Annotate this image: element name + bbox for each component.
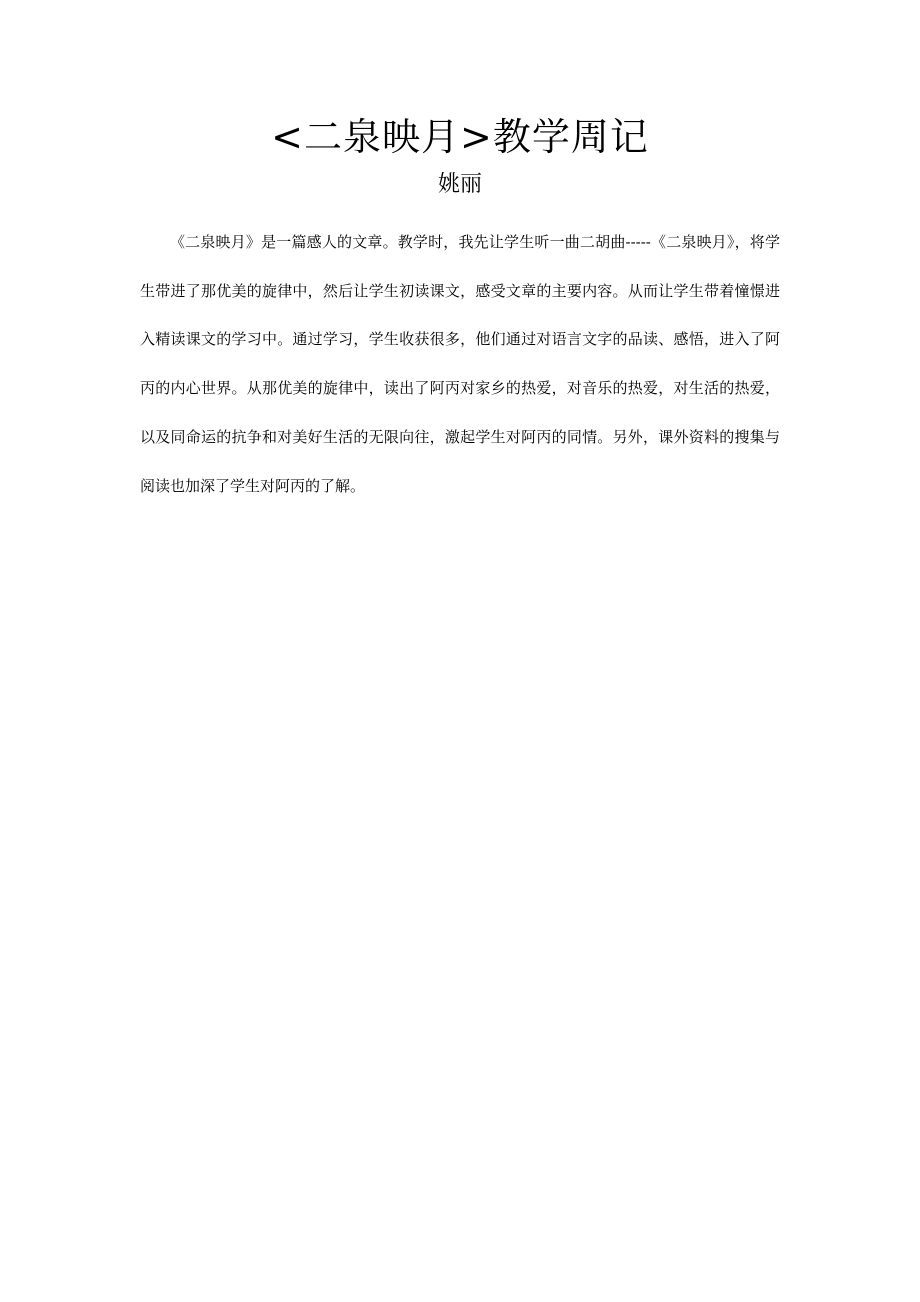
- body-paragraph: 《二泉映月》是一篇感人的文章。教学时，我先让学生听一曲二胡曲-----《二泉映月》，将学生带进了那优美的旋律中，然后让学生初读课文，感受文章的主要内容。从而让学生带着憧憬进入精读课文的学习中。通过学习，学生收获很多，他们通过对语言文字的品读、感悟，进入了阿丙的内心世界。从那优美的旋律中，读出了阿丙对家乡的热爱，对音乐的热爱，对生活的热爱，以及同命运的抗争和对美好生活的无限向往，激起学生对阿丙的同情。另外，课外资料的搜集与阅读也加深了学生对阿丙的了解。: [140, 233, 780, 495]
- document-title: <二泉映月>教学周记: [271, 115, 649, 159]
- author-name: 姚丽: [437, 172, 482, 197]
